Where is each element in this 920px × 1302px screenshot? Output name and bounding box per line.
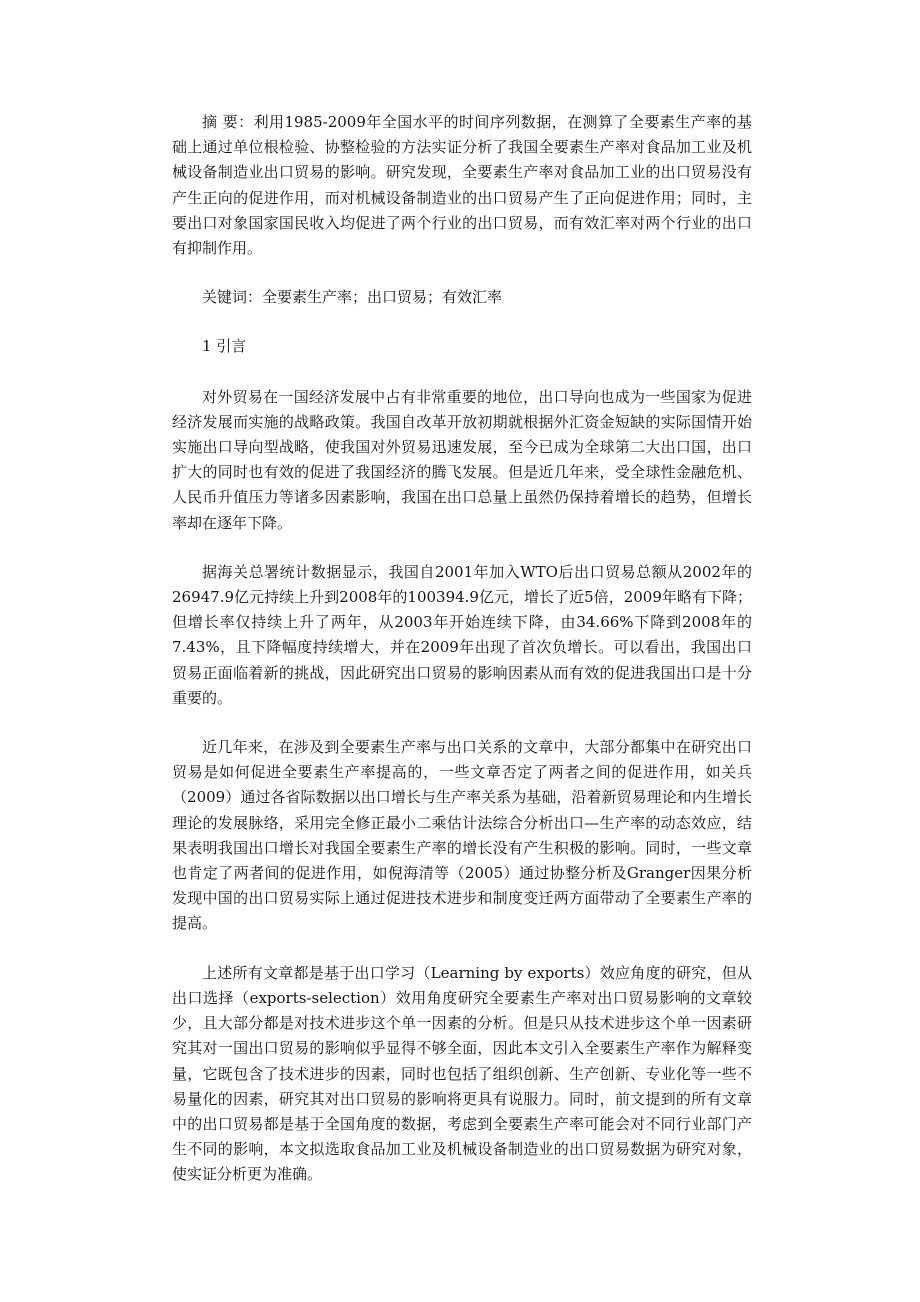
body-paragraph-2: 据海关总署统计数据显示，我国自2001年加入WTO后出口贸易总额从2002年的26947.9亿元持续上升到2008年的100394.9亿元，增长了近5倍，2009年略有下降；但增长率仅持续上升了两年，从2003年开始连续下降，由34.66%下降到2008年的7.43%，且下降幅度持续增大，并在2009年出现了首次负增长。可以看出，我国出口贸易正面临着新的挑战，因此研究出口贸易的影响因素从而有效的促进我国出口是十分重要的。	[172, 562, 752, 707]
abstract-paragraph	[172, 110, 752, 261]
keywords-text: 全要素生产率；出口贸易；有效汇率	[262, 288, 503, 307]
abstract-label: 摘 要：	[202, 113, 254, 131]
abstract-text: 利用1985-2009年全国水平的时间序列数据，在测算了全要素生产率的基础上通过单位根检验、协整检验的方法实证分析了我国全要素生产率对食品加工业及机械设备制造业出口贸易的影响。研究发现，全要素生产率对食品加工业的出口贸易没有产生正向的促进作用，而对机械设备制造业的出口贸易产生了正向促进作用；同时，主要出口对象国家国民收入均促进了两个行业的出口贸易，而有效汇率对两个行业的出口有抑制作用。	[172, 113, 752, 258]
body-paragraph-3: 近几年来，在涉及到全要素生产率与出口关系的文章中，大部分都集中在研究出口贸易是如何促进全要素生产率提高的，一些文章否定了两者之间的促进作用，如关兵 （2009）通过各省际数据以出口增长与生产率关系为基础，沿着新贸易理论和内生增长理论的发展脉络，采用完全修正最小二乘估计法综合分析出口—生产率的动态效应，结果表明我国出口增长对我国全要素生产率的增长没有产生积极的影响。同时，一些文章也肯定了两者间的促进作用，如倪海清等（2005）通过协整分析及Granger因果分析发现中国的出口贸易实际上通过促进技术进步和制度变迁两方面带动了全要素生产率的提高。	[172, 738, 752, 933]
body-paragraph-1: 对外贸易在一国经济发展中占有非常重要的地位，出口导向也成为一些国家为促进经济发展而实施的战略政策。我国自改革开放初期就根据外汇资金短缺的实际国情开始实施出口导向型战略，使我国对外贸易迅速发展，至今已成为全球第二大出口国，出口扩大的同时也有效的促进了我国经济的腾飞发展。但是近几年来，受全球性金融危机、人民币升值压力等诸多因素影响，我国在出口总量上虽然仍保持着增长的趋势，但增长率却在逐年下降。	[172, 387, 752, 532]
body-paragraph-4: 上述所有文章都是基于出口学习（Learning by exports）效应角度的研究，但从出口选择（exports-selection）效用角度研究全要素生产率对出口贸易影响的文章较少，且大部分都是对技术进步这个单一因素的分析。但是只从技术进步这个单一因素研究其对一国出口贸易的影响似乎显得不够全面，因此本文引入全要素生产率作为解释变量，它既包含了技术进步的因素，同时也包括了组织创新、生产创新、专业化等一些不易量化的因素，研究其对出口贸易的影响将更具有说服力。同时，前文提到的所有文章中的出口贸易都是基于全国角度的数据，考虑到全要素生产率可能会对不同行业部门产生不同的影响，本文拟选取食品加工业及机械设备制造业的出口贸易数据为研究对象，使实证分析更为准确。	[172, 963, 752, 1184]
document-page	[172, 110, 752, 1188]
section-heading: 1 引言	[202, 337, 247, 356]
keywords-paragraph	[172, 285, 752, 310]
keywords-label: 关键词：	[202, 288, 263, 307]
body-text	[172, 385, 752, 1188]
